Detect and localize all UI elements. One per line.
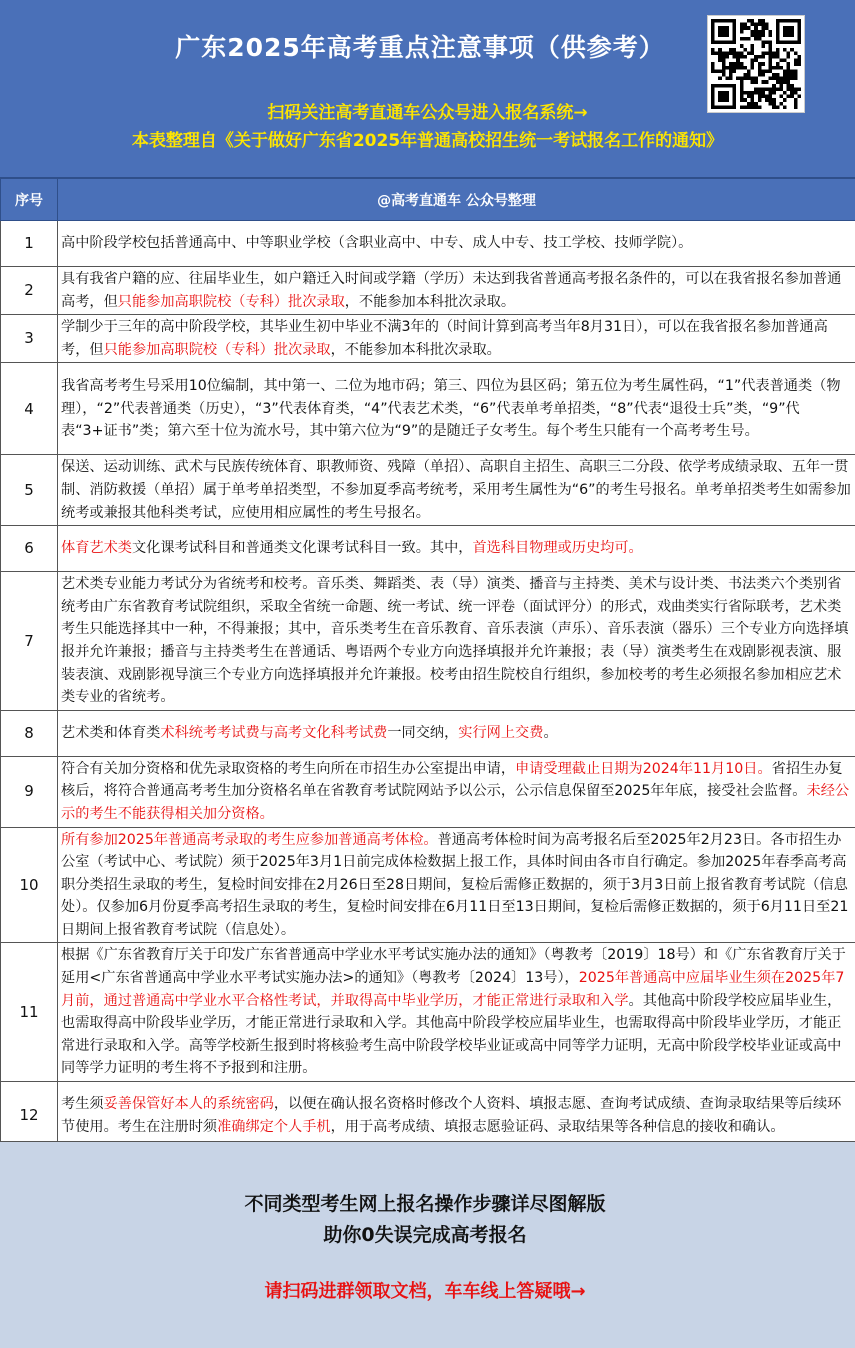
footer-subline: 助你0失误完成高考报名 xyxy=(323,1224,527,1246)
body-text: 文化课考试科目和普通类文化课考试科目一致。其中， xyxy=(131,540,473,557)
body-text: 省招生办复核后，将符合普通高考考生加分资格名单在省教育考试院网站予以公示，公示信息保留至2025年年底，接受社会监督。 xyxy=(61,760,843,800)
body-text: 根据《广东省教育厅关于印发广东省普通高中学业水平考试实施办法的通知》（粤教考〔2019〕18号）和《广东省教育厅关于延用<广东省普通高中学业水平考试实施办法>的通知》（粤教考〔2024〕13号）， xyxy=(61,947,846,987)
highlight-text: 未经公示的考生不能获得相关加分资格。 xyxy=(61,783,850,822)
highlight-text: 准确绑定个人手机 xyxy=(217,1118,331,1135)
column-header-number: 序号 xyxy=(1,179,58,221)
body-text: 艺术类和体育类 xyxy=(61,724,161,741)
row-content xyxy=(58,221,855,267)
body-text: ，用于高考成绩、填报志愿验证码、录取结果等各种信息的接收和确认。 xyxy=(330,1118,785,1135)
column-header-content: @高考直通车 公众号整理 xyxy=(58,179,855,221)
row-content xyxy=(58,572,855,711)
row-number: 9 xyxy=(1,756,58,827)
body-text: 普通高考体检时间为高考报名后至2025年2月23日。各市招生办公室（考试中心、考试院）须于2025年3月1日前完成体检数据上报工作，具体时间由各市自行确定。参加2025年春季高考高职分类招生录取的考生，复检时间安排在2月26日至28日期间，复检后需修正数据的，须于3月3日前上报省教育考试院（信息处）。仅参加6月份夏季高考招生录取的考生，复检时间安排在6月11日至13日期间，复检后需修正数据的，须于6月11日至21日期间上报省教育考试院（信息处）。 xyxy=(61,831,849,938)
scan-follow-link[interactable]: 扫码关注高考直通车公众号进入报名系统→ xyxy=(267,103,588,123)
row-content xyxy=(58,1082,855,1150)
source-note: 本表整理自《关于做好广东省2025年普通高校招生统一考试报名工作的通知》 xyxy=(131,131,724,151)
row-number: 3 xyxy=(1,315,58,363)
highlight-text: 妥善保管好本人的系统密码 xyxy=(103,1095,274,1112)
notes-table xyxy=(0,178,855,1150)
row-number: 10 xyxy=(1,827,58,943)
row-number: 4 xyxy=(1,363,58,455)
body-text: 。其他高中阶段学校应届毕业生，也需取得高中阶段毕业学历，才能正常进行录取和入学。其他高中阶段学校应届毕业生，也需取得高中阶段毕业学历，才能正常进行录取和入学。高等学校新生报到时将核验考生高中阶段学校毕业证或高中同等学力证明，无高中阶段学校毕业证或高中同等学力证明的考生将不予报到和注册。 xyxy=(61,992,842,1077)
highlight-text: 申请受理截止日期为2024年11月10日。 xyxy=(515,760,772,777)
table-row xyxy=(1,455,855,526)
highlight-text: 体育艺术类 xyxy=(61,540,132,557)
promo-footer xyxy=(0,1141,855,1348)
body-text: 高中阶段学校包括普通高中、中等职业学校（含职业高中、中专、成人中专、技工学校、技师学院）。 xyxy=(61,235,693,252)
highlight-text: 只能参加高职院校（专科）批次录取 xyxy=(117,293,345,310)
table-row xyxy=(1,710,855,756)
table-row xyxy=(1,1082,855,1150)
row-content xyxy=(58,363,855,455)
page-title: 广东2025年高考重点注意事项（供参考） xyxy=(175,33,665,62)
row-number: 6 xyxy=(1,526,58,572)
table-row xyxy=(1,943,855,1082)
row-content xyxy=(58,756,855,827)
body-text: ，不能参加本科批次录取。 xyxy=(330,341,501,358)
body-text: ，以便在确认报名资格时修改个人资料、填报志愿、查询考试成绩、查询录取结果等后续环节使用。考生在注册时须 xyxy=(61,1095,842,1135)
body-text: 考生须 xyxy=(61,1095,104,1112)
row-content xyxy=(58,315,855,363)
body-text: 艺术类专业能力考试分为省统考和校考。音乐类、舞蹈类、表（导）演类、播音与主持类、美术与设计类、书法类六个类别省统考由广东省教育考试院组织，采取全省统一命题、统一考试、统一评卷（面试评分）的形式，戏曲类实行省际联考，艺术类考生只能选择其中一种，不得兼报；其中，音乐类考生在音乐教育、音乐表演（声乐）、音乐表演（器乐）三个专业方向选择填报并允许兼报；播音与主持类考生在普通话、粤语两个专业方向选择填报并允许兼报；表（导）演类考生在戏剧影视表演、服装表演、戏剧影视导演三个专业方向选择填报并允许兼报。校考由招生院校自行组织，参加校考的考生必须报名参加相应艺术类专业的省统考。 xyxy=(61,576,849,706)
table-row xyxy=(1,526,855,572)
body-text: ，不能参加本科批次录取。 xyxy=(344,293,516,310)
table-header-row xyxy=(1,179,855,221)
row-content xyxy=(58,455,855,526)
body-text: 符合有关加分资格和优先录取资格的考生向所在市招生办公室提出申请， xyxy=(61,760,516,777)
highlight-text: 2025年普通高中应届毕业生须在2025年7月前，通过普通高中学业水平合格性考试，并取得高中毕业学历，才能正常进行录取和入学 xyxy=(61,970,845,1009)
body-text: 我省高考考生号采用10位编制，其中第一、二位为地市码；第三、四位为县区码；第五位为考生属性码，“1”代表普通类（物理），“2”代表普通类（历史），“3”代表体育类，“4”代表艺术类，“6”代表单考单招类，“8”代表“退役士兵”类，“9”代表“3+证书”类；第六至十位为流水号，其中第六位为“9”的是随迁子女考生。每个考生只能有一个高考考生号。 xyxy=(61,377,841,440)
body-text: 。 xyxy=(543,724,558,741)
table-row xyxy=(1,267,855,315)
qr-code-icon[interactable] xyxy=(708,16,804,112)
body-text: 学制少于三年的高中阶段学校，其毕业生初中毕业不满3年的（时间计算到高考当年8月31日），可以在我省报名参加普通高考，但 xyxy=(61,319,828,358)
row-number: 8 xyxy=(1,710,58,756)
row-number: 12 xyxy=(1,1082,58,1150)
row-content xyxy=(58,827,855,943)
body-text: 保送、运动训练、武术与民族传统体育、职教师资、残障（单招）、高职自主招生、高职三二分段、依学考成绩录取、五年一贯制、消防救援（单招）属于单考单招类型，不参加夏季高考统考，采用考生属性为“6”的考生号报名。单考单招类考生如需参加统考或兼报其他科类考试，应使用相应属性的考生号报名。 xyxy=(61,459,851,521)
table-row xyxy=(1,363,855,455)
table-row xyxy=(1,221,855,267)
page-header xyxy=(0,0,855,178)
row-number: 11 xyxy=(1,943,58,1082)
row-number: 1 xyxy=(1,221,58,267)
highlight-text: 所有参加2025年普通高考录取的考生应参加普通高考体检。 xyxy=(61,831,438,848)
row-content xyxy=(58,943,855,1082)
table-row xyxy=(1,572,855,711)
row-number: 7 xyxy=(1,572,58,711)
footer-headline: 不同类型考生网上报名操作步骤详尽图解版 xyxy=(244,1193,606,1215)
row-content xyxy=(58,710,855,756)
body-text: 一同交纳， xyxy=(387,724,459,741)
highlight-text: 只能参加高职院校（专科）批次录取 xyxy=(103,341,331,358)
body-text: 具有我省户籍的应、往届毕业生，如户籍迁入时间或学籍（学历）未达到我省普通高考报名条件的，可以在我省报名参加普通高考，但 xyxy=(61,271,842,310)
footer-cta[interactable]: 请扫码进群领取文档，车车线上答疑哦→ xyxy=(264,1281,586,1302)
table-row xyxy=(1,827,855,943)
highlight-text: 术科统考考试费与高考文化科考试费 xyxy=(160,724,388,741)
highlight-text: 实行网上交费 xyxy=(458,724,544,741)
row-content xyxy=(58,267,855,315)
highlight-text: 首选科目物理或历史均可。 xyxy=(472,540,643,557)
table-row xyxy=(1,315,855,363)
row-number: 2 xyxy=(1,267,58,315)
row-content xyxy=(58,526,855,572)
table-row xyxy=(1,756,855,827)
row-number: 5 xyxy=(1,455,58,526)
